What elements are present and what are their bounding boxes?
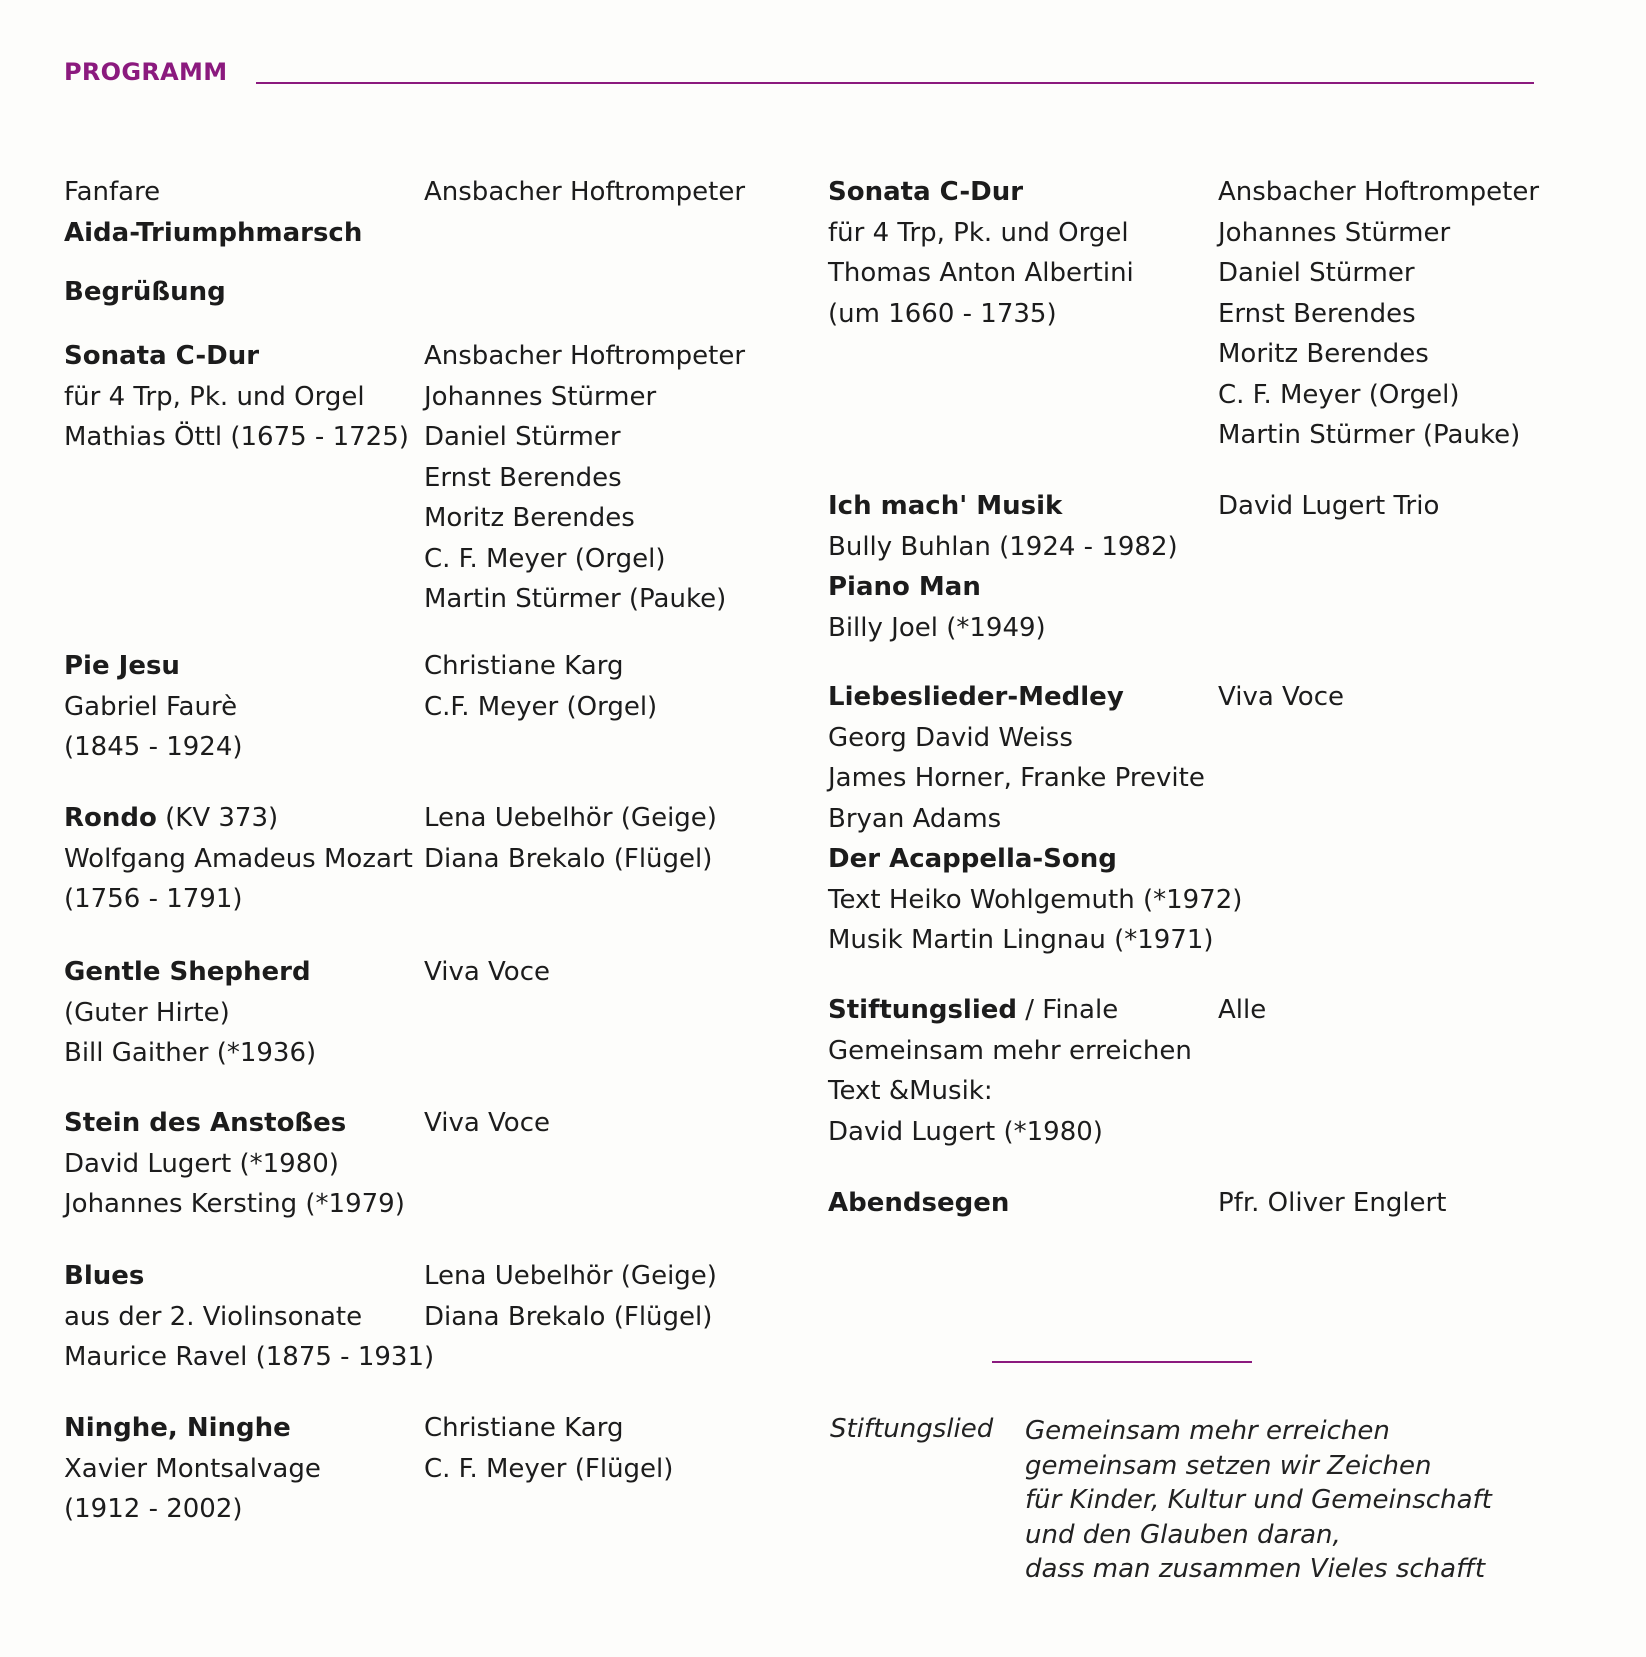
work-title: Stiftungslied [828,995,1017,1025]
work-detail: Billy Joel (*1949) [828,612,1046,643]
program-item-sonata-oettl [64,336,746,614]
program-item-stiftungslied [828,990,1267,1152]
performer-name: Johannes Stürmer [1218,217,1451,248]
lyric-line: für Kinder, Kultur und Gemeinschaft [1025,1485,1492,1515]
work-title: Blues [64,1261,145,1291]
performer-name: Ansbacher Hoftrompeter [1218,177,1540,207]
performer-name: Lena Uebelhör (Geige) [424,1261,717,1291]
work-info [64,336,409,458]
work-detail: (KV 373) [156,803,279,833]
performer-name: C.F. Meyer (Orgel) [424,691,658,722]
work-line [64,798,413,839]
program-header [64,54,1534,94]
work-title: Der Acappella-Song [828,844,1117,874]
section-divider [992,1361,1252,1363]
work-title: Liebeslieder-Medley [828,682,1124,712]
work-detail: Text &Musik: [828,1076,993,1106]
program-item-stein-des-anstosses [64,1103,550,1225]
work-detail: Gemeinsam mehr erreichen [828,1035,1192,1066]
performer-name: Martin Stürmer (Pauke) [424,584,727,614]
performer-name: Diana Brekalo (Flügel) [424,1301,713,1332]
performer-name: Daniel Stürmer [1218,258,1415,288]
program-item-blues [64,1256,717,1378]
work-detail: James Horner, Franke Previte [828,763,1205,793]
work-detail: Xavier Montsalvage [64,1453,321,1484]
performer-name: Moritz Berendes [424,503,635,533]
work-detail: für 4 Trp, Pk. und Orgel [828,217,1129,248]
performer-name: C. F. Meyer (Flügel) [424,1453,674,1484]
program-item-sonata-albertini [828,172,1540,450]
work-detail: Gabriel Faurè [64,691,238,722]
performers [424,336,745,620]
work-info [64,172,362,253]
program-item-pie-jesu [64,646,658,768]
work-detail: Thomas Anton Albertini [828,258,1134,288]
header-divider [256,82,1534,84]
performer-name: Daniel Stürmer [424,422,621,452]
work-detail: (1912 - 2002) [64,1494,243,1524]
page-title: PROGRAMM [64,58,228,86]
performer-name: C. F. Meyer (Orgel) [424,543,666,574]
work-info [828,486,1178,648]
performer-name: C. F. Meyer (Orgel) [1218,379,1460,410]
work-detail: Wolfgang Amadeus Mozart [64,843,413,874]
performers [424,646,657,727]
performers [1218,172,1539,456]
work-info [64,1103,405,1225]
performer-name: Martin Stürmer (Pauke) [1218,420,1521,450]
performers [424,1103,550,1144]
work-detail: Fanfare [64,177,161,207]
work-info [64,272,226,313]
program-item-ich-mach-musik [828,486,1440,648]
performer-name: Christiane Karg [424,1413,624,1443]
program-item-abendsegen [828,1183,1447,1224]
work-title: Ninghe, Ninghe [64,1413,291,1443]
work-detail: Georg David Weiss [828,722,1073,753]
work-detail: Text Heiko Wohlgemuth (*1972) [828,884,1243,915]
performer-name: Johannes Stürmer [424,381,657,412]
performer-name: Viva Voce [1218,682,1344,712]
performer-name: Ernst Berendes [424,462,622,493]
work-detail: (1756 - 1791) [64,884,243,914]
work-title: Begrüßung [64,277,226,307]
performers [1218,990,1266,1031]
performer-name: David Lugert Trio [1218,491,1440,521]
performer-name: Lena Uebelhör (Geige) [424,803,717,833]
work-detail: (Guter Hirte) [64,997,230,1028]
performers [424,952,550,993]
work-info [64,798,413,920]
performer-name: Ernst Berendes [1218,298,1416,329]
performer-name: Alle [1218,995,1267,1025]
work-detail: aus der 2. Violinsonate [64,1301,363,1332]
work-detail: (1845 - 1924) [64,732,243,762]
work-title: Pie Jesu [64,651,180,681]
performers [1218,677,1344,718]
work-detail: Maurice Ravel (1875 - 1931) [64,1342,435,1372]
performer-name: Diana Brekalo (Flügel) [424,843,713,874]
work-title: Piano Man [828,572,981,602]
work-info [64,952,316,1074]
work-info [828,172,1134,334]
work-detail: Mathias Öttl (1675 - 1725) [64,422,409,452]
program-item-fanfare [64,172,746,253]
work-info [828,990,1192,1152]
work-detail: für 4 Trp, Pk. und Orgel [64,381,365,412]
work-title: Gentle Shepherd [64,957,311,987]
performers [1218,486,1439,527]
performer-name: Pfr. Oliver Englert [1218,1188,1447,1218]
performer-name: Ansbacher Hoftrompeter [424,341,746,371]
performers [424,798,717,879]
work-detail: Johannes Kersting (*1979) [64,1189,405,1219]
work-detail: Bully Buhlan (1924 - 1982) [828,531,1178,562]
work-detail: David Lugert (*1980) [828,1116,1103,1147]
performers [424,1256,717,1337]
work-title: Sonata C-Dur [828,177,1024,207]
work-title: Stein des Anstoßes [64,1108,347,1138]
work-detail: Musik Martin Lingnau (*1971) [828,925,1214,955]
work-detail: Bryan Adams [828,803,1002,834]
performer-name: Viva Voce [424,1108,550,1138]
work-info [828,677,1242,961]
work-info [64,646,243,768]
performer-name: Viva Voce [424,957,550,987]
performer-name: Moritz Berendes [1218,339,1429,369]
lyric-label: Stiftungslied [830,1414,994,1444]
work-detail: (um 1660 - 1735) [828,298,1057,329]
program-item-gentle-shepherd [64,952,550,1074]
work-info [64,1408,321,1530]
program-item-rondo [64,798,717,920]
work-detail: David Lugert (*1980) [64,1148,339,1179]
work-detail: Bill Gaither (*1936) [64,1038,317,1068]
program-item-ninghe [64,1408,674,1530]
lyric-line: und den Glauben daran, [1025,1519,1341,1550]
program-item-begruessung [64,272,226,313]
performer-name: Christiane Karg [424,651,624,681]
work-title: Abendsegen [828,1188,1010,1218]
work-title: Aida-Triumphmarsch [64,217,363,248]
work-title: Rondo [64,803,157,833]
work-title: Sonata C-Dur [64,341,260,371]
performer-name: Ansbacher Hoftrompeter [424,177,746,207]
performers [1218,1183,1446,1224]
work-line [828,990,1192,1031]
lyric-text [1025,1414,1492,1587]
program-item-liebeslieder [828,677,1344,961]
work-detail: / Finale [1016,995,1119,1025]
lyric-line: Gemeinsam mehr erreichen [1025,1416,1390,1446]
performers [424,1408,673,1489]
work-title: Ich mach' Musik [828,491,1063,521]
work-info [828,1183,1009,1224]
lyric-line: gemeinsam setzen wir Zeichen [1025,1450,1432,1481]
performers [424,172,745,213]
work-info [64,1256,434,1378]
lyric-line: dass man zusammen Vieles schafft [1025,1554,1486,1584]
